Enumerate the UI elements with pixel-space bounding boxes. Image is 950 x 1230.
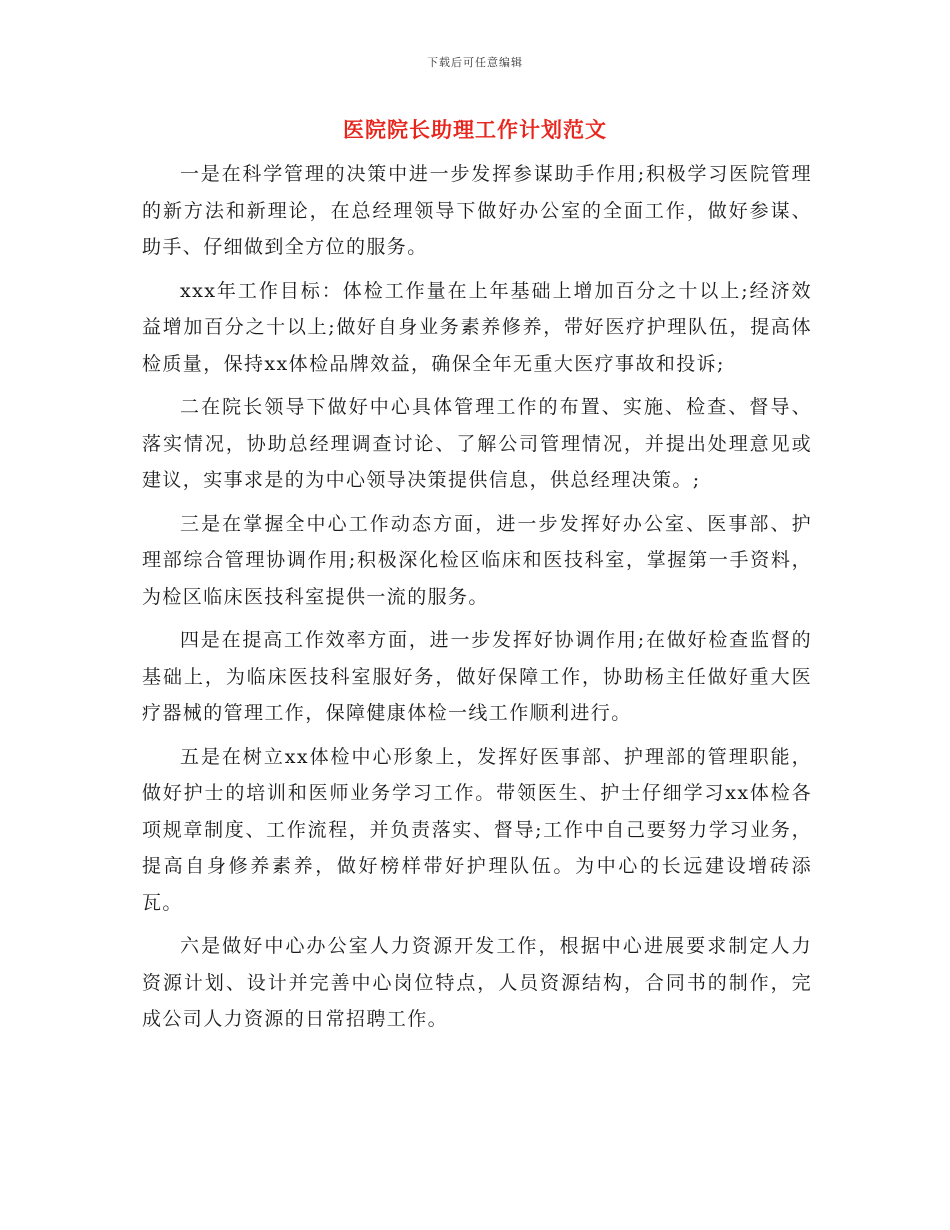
document-body <box>142 156 812 1045</box>
paragraph-2: xxx年工作目标：体检工作量在上年基础上增加百分之十以上;经济效益增加百分之十以上;做好自身业务素养修养，带好医疗护理队伍，提高体检质量，保持xx体检品牌效益，确保全年无重大医疗事故和投诉; <box>142 279 812 375</box>
paragraph-7: 六是做好中心办公室人力资源开发工作，根据中心进展要求制定人力资源计划、设计并完善中心岗位特点，人员资源结构，合同书的制作，完成公司人力资源的日常招聘工作。 <box>142 935 812 1030</box>
paragraph-4: 三是在掌握全中心工作动态方面，进一步发挥好办公室、医事部、护理部综合管理协调作用;积极深化检区临床和医技科室，掌握第一手资料，为检区临床医技科室提供一流的服务。 <box>142 512 812 608</box>
paragraph-3: 二在院长领导下做好中心具体管理工作的布置、实施、检查、督导、落实情况，协助总经理调查讨论、了解公司管理情况，并提出处理意见或建议，实事求是的为中心领导决策提供信息，供总经理决策。; <box>142 396 812 491</box>
document-title: 医院院长助理工作计划范文 <box>343 117 607 142</box>
paragraph-5: 四是在提高工作效率方面，进一步发挥好协调作用;在做好检查监督的基础上，为临床医技科室服好务，做好保障工作，协助杨主任做好重大医疗器械的管理工作，保障健康体检一线工作顺利进行。 <box>142 629 812 724</box>
paragraph-1: 一是在科学管理的决策中进一步发挥参谋助手作用;积极学习医院管理的新方法和新理论，在总经理领导下做好办公室的全面工作，做好参谋、助手、仔细做到全方位的服务。 <box>142 163 812 258</box>
page-header-note: 下载后可任意编辑 <box>427 56 523 69</box>
paragraph-6: 五是在树立xx体检中心形象上，发挥好医事部、护理部的管理职能，做好护士的培训和医师业务学习工作。带领医生、护士仔细学习xx体检各项规章制度、工作流程，并负责落实、督导;工作中自己要努力学习业务，提高自身修养素养，做好榜样带好护理队伍。为中心的长远建设增砖添瓦。 <box>142 745 812 914</box>
